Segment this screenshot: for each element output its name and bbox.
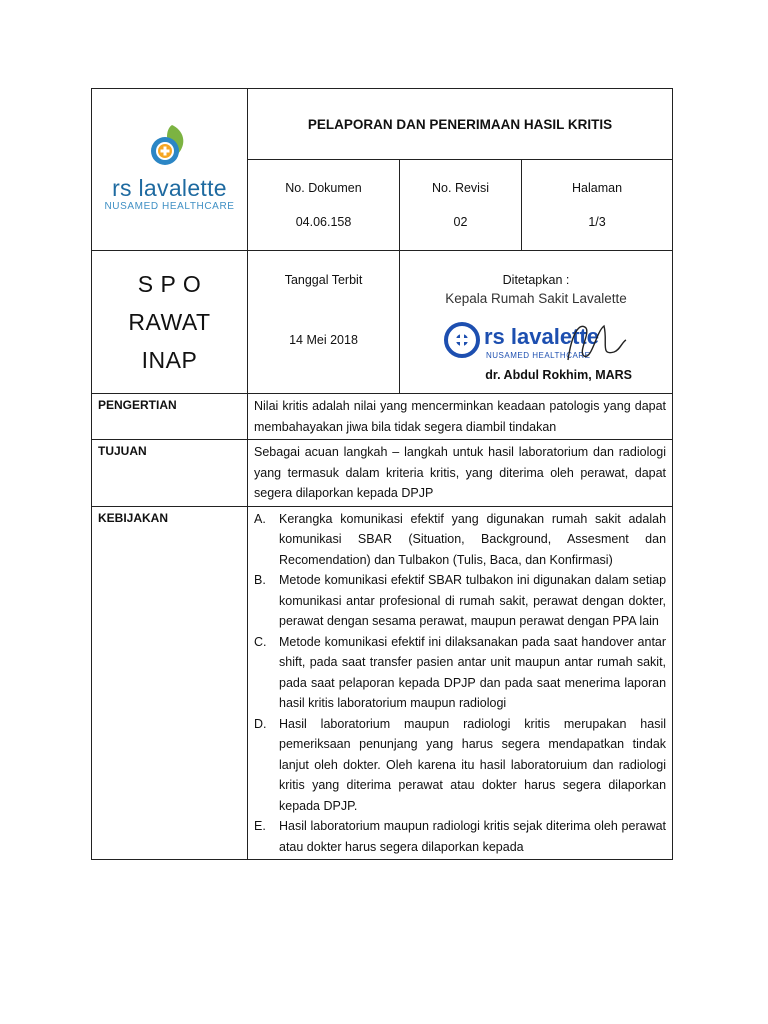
brand-name: rs lavalette	[112, 175, 227, 201]
doc-number-label: No. Dokumen	[285, 181, 362, 195]
revision-value: 02	[453, 215, 468, 229]
tujuan-text: Sebagai acuan langkah – langkah untuk hasil laboratorium dan radiologi yang termasuk dalam kriteria kritis, yang diterima oleh perawat, dapat segera dilaporkan kepada DPJP	[248, 440, 673, 507]
tujuan-label: TUJUAN	[92, 440, 248, 507]
revision-label: No. Revisi	[432, 181, 489, 195]
signer-name: dr. Abdul Rokhim, MARS	[485, 368, 633, 382]
issue-date-value: 14 Mei 2018	[289, 333, 358, 347]
page-cell	[522, 160, 673, 251]
hospital-logo-icon	[145, 121, 195, 171]
kebijakan-list	[254, 509, 666, 858]
stamp-subtitle: NUSAMED HEALTHCARE	[486, 351, 591, 360]
list-item: A. Kerangka komunikasi efektif yang digunakan rumah sakit adalah komunikasi SBAR (Situation, Background, Assesment dan Recomendation) dan Tulbakon (Tulis, Baca, dan Konfirmasi)	[254, 511, 667, 567]
logo-cell	[92, 89, 248, 251]
kebijakan-label: KEBIJAKAN	[92, 506, 248, 860]
document-title: PELAPORAN DAN PENERIMAAN HASIL KRITIS	[248, 89, 673, 160]
spo-document-table	[91, 88, 673, 860]
spo-line-3: INAP	[141, 347, 198, 373]
page-label: Halaman	[572, 181, 623, 195]
stamp-logo-icon	[400, 312, 673, 368]
pengertian-label: PENGERTIAN	[92, 394, 248, 440]
list-item: D. Hasil laboratorium maupun radiologi kritis merupakan hasil pemeriksaan penunjang yang harus segera mendapatkan tindak lanjut oleh dokter. Oleh karena itu hasil laboratoruium dan radiologi kritis yang diterima perawat atau dokter harus segera dilaporkan kepada DPJP.	[254, 716, 667, 813]
pengertian-text: Nilai kritis adalah nilai yang mencerminkan keadaan patologis yang dapat membahayakan jiwa bila tidak segera diambil tindakan	[248, 394, 673, 440]
stamp-brand: rs lavalette	[484, 324, 599, 349]
approval-label: Ditetapkan :	[502, 273, 570, 287]
revision-cell	[400, 160, 522, 251]
doc-number-cell	[248, 160, 400, 251]
brand-subtitle: NUSAMED HEALTHCARE	[104, 201, 235, 212]
doc-number-value: 04.06.158	[295, 215, 352, 229]
spo-title-cell	[92, 251, 248, 394]
issue-date-cell	[248, 251, 400, 394]
approval-cell	[400, 251, 673, 394]
issue-date-label: Tanggal Terbit	[284, 273, 363, 287]
spo-line-1: S P O	[137, 271, 202, 297]
spo-line-2: RAWAT	[128, 309, 211, 335]
list-item: E. Hasil laboratorium maupun radiologi kritis sejak diterima oleh perawat atau dokter harus segera dilaporkan kepada	[254, 819, 667, 854]
stamp-area	[400, 312, 672, 368]
page-value: 1/3	[588, 215, 606, 229]
kebijakan-content	[248, 506, 673, 860]
list-item: B. Metode komunikasi efektif SBAR tulbakon ini digunakan dalam setiap komunikasi antar profesional di rumah sakit, perawat dengan dokter, perawat dengan sesama perawat, maupun perawat dengan PPA lain	[254, 573, 667, 628]
list-item: C. Metode komunikasi efektif ini dilaksanakan pada saat handover antar shift, pada saat transfer pasien antar unit maupun antar rumah sakit, pada saat pelaporan kepada DPJP dan pada saat menerima laporan hasil kritis laboratorium maupun radiologi	[254, 634, 667, 710]
approval-position: Kepala Rumah Sakit Lavalette	[445, 291, 627, 306]
